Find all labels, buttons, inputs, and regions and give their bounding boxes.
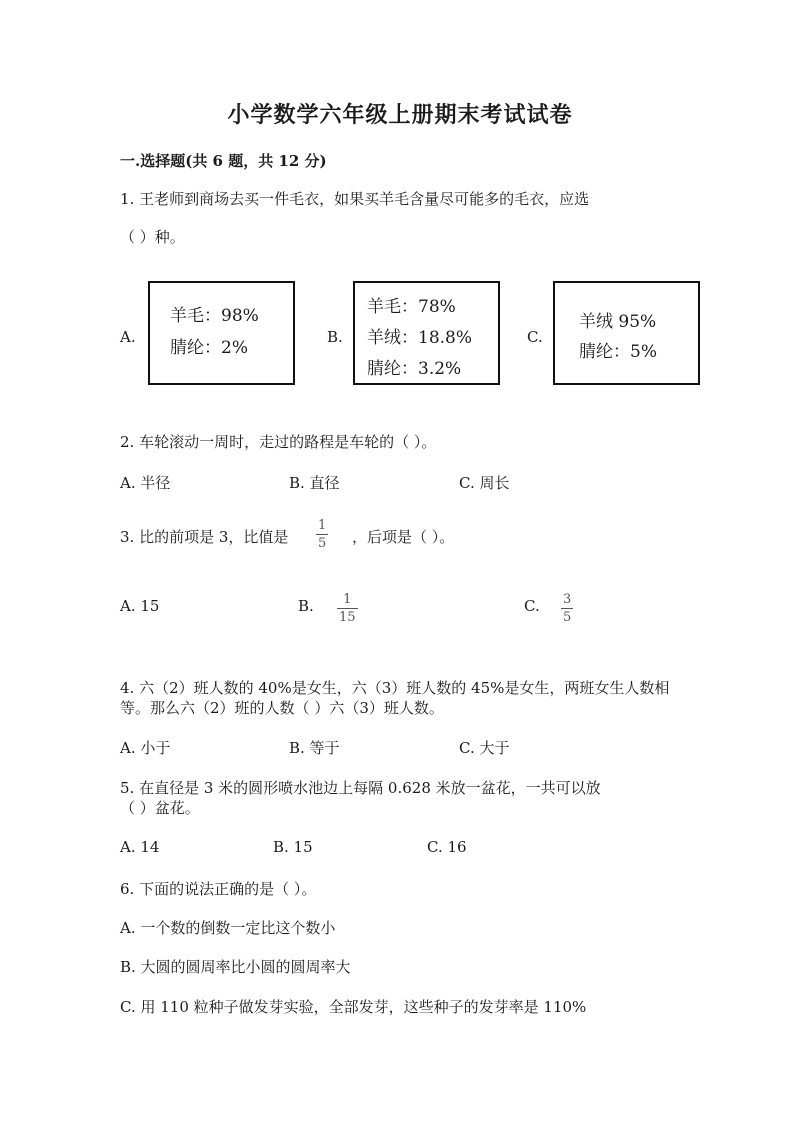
- question-1-option-a-label: A.: [120, 328, 136, 346]
- option-b-line-1: 羊毛：78%: [367, 297, 456, 317]
- question-3-option-a: A. 15: [120, 597, 160, 615]
- option-a-line-1: 羊毛：98%: [170, 306, 259, 326]
- question-1-text: 1. 王老师到商场去买一件毛衣，如果买羊毛含量尽可能多的毛衣，应选: [120, 190, 590, 208]
- question-2-text: 2. 车轮滚动一周时，走过的路程是车轮的（ ）。: [120, 433, 437, 451]
- question-2-option-b: B. 直径: [289, 474, 340, 492]
- question-4-option-c: C. 大于: [459, 739, 510, 757]
- question-5-option-b: B. 15: [273, 838, 313, 856]
- option-c-line-1: 羊绒 95%: [579, 312, 657, 332]
- question-4-text-line-1: 4. 六（2）班人数的 40%是女生，六（3）班人数的 45%是女生，两班女生人数相: [120, 679, 670, 697]
- question-6-option-b: B. 大圆的圆周率比小圆的圆周率大: [120, 958, 351, 976]
- question-4-text-line-2: 等。那么六（2）班的人数（ ）六（3）班人数。: [120, 699, 444, 717]
- question-3-text-after: ，后项是（ ）。: [352, 528, 455, 546]
- question-1-blank: （ ）种。: [120, 228, 185, 246]
- question-4-option-b: B. 等于: [289, 739, 340, 757]
- question-6-option-c: C. 用 110 粒种子做发芽实验，全部发芽，这些种子的发芽率是 110%: [120, 998, 587, 1016]
- question-2-option-c: C. 周长: [459, 474, 510, 492]
- question-1-option-c-box: [553, 281, 700, 385]
- page-title: 小学数学六年级上册期末考试试卷: [227, 102, 573, 128]
- option-b-line-3: 腈纶：3.2%: [367, 359, 462, 379]
- option-b-line-2: 羊绒：18.8%: [367, 328, 473, 348]
- fraction-numerator: 1: [318, 518, 327, 533]
- option-a-line-2: 腈纶：2%: [170, 338, 248, 358]
- question-3-option-b-fraction: [337, 591, 358, 626]
- fraction-denominator: 15: [339, 610, 356, 625]
- fraction-numerator: 1: [343, 592, 352, 607]
- question-6-option-a: A. 一个数的倒数一定比这个数小: [120, 919, 336, 937]
- question-6-text: 6. 下面的说法正确的是（ ）。: [120, 880, 317, 898]
- question-3-option-c-fraction: [561, 591, 573, 626]
- question-3-text-before: 3. 比的前项是 3，比值是: [120, 528, 289, 546]
- section-heading: 一.选择题(共 6 题，共 12 分): [120, 152, 327, 170]
- fraction-numerator: 3: [563, 592, 572, 607]
- question-2-option-a: A. 半径: [120, 474, 171, 492]
- question-5-option-a: A. 14: [120, 838, 160, 856]
- question-1-option-c-label: C.: [527, 328, 543, 346]
- option-c-line-2: 腈纶：5%: [579, 342, 657, 362]
- question-4-option-a: A. 小于: [120, 739, 171, 757]
- question-5-text-line-1: 5. 在直径是 3 米的圆形喷水池边上每隔 0.628 米放一盆花，一共可以放: [120, 779, 601, 797]
- question-1-option-a-box: [148, 281, 295, 385]
- question-5-option-c: C. 16: [427, 838, 467, 856]
- question-3-option-c-label: C.: [524, 597, 540, 615]
- question-1-option-b-box: [353, 281, 500, 385]
- fraction-denominator: 5: [318, 536, 327, 551]
- fraction-denominator: 5: [563, 610, 572, 625]
- question-5-text-line-2: （ ）盆花。: [120, 799, 200, 817]
- question-3-option-b-label: B.: [298, 597, 314, 615]
- question-1-option-b-label: B.: [327, 328, 343, 346]
- question-3-fraction: [316, 517, 328, 552]
